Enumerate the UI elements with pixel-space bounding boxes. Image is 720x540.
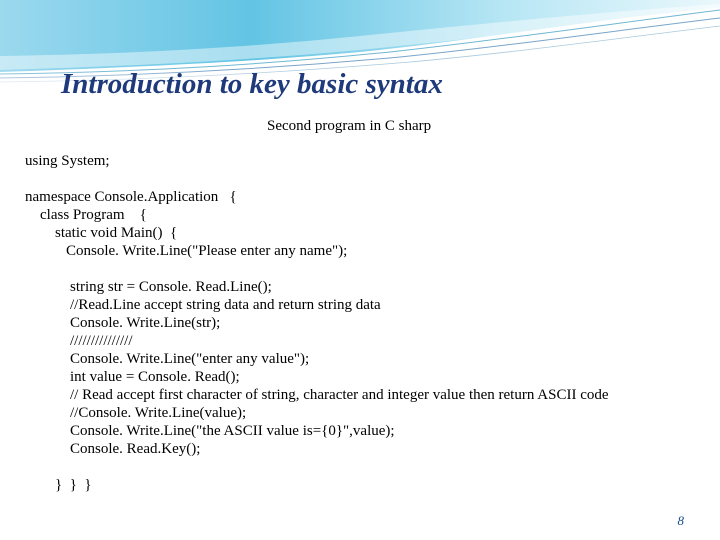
code-main: static void Main() { — [55, 225, 178, 241]
code-closing-braces: } } } — [55, 477, 92, 493]
page-number: 8 — [677, 513, 684, 528]
code-read-string: string str = Console. Read.Line(); — [70, 279, 272, 295]
code-writeline-value-prompt: Console. Write.Line("enter any value"); — [70, 351, 310, 367]
slide-title: Introduction to key basic syntax — [61, 68, 443, 100]
code-separator: /////////////// — [70, 333, 133, 349]
code-writeline-prompt: Console. Write.Line("Please enter any name"); — [66, 243, 348, 259]
code-class: class Program { — [40, 207, 147, 223]
code-writeline-ascii: Console. Write.Line("the ASCII value is={0}",value); — [70, 423, 395, 439]
code-read-value: int value = Console. Read(); — [70, 369, 240, 385]
slide-subtitle: Second program in C sharp — [267, 118, 432, 134]
code-comment-read: // Read accept first character of string, character and integer value then return ASCII code — [70, 387, 609, 403]
code-writeline-str: Console. Write.Line(str); — [70, 315, 221, 331]
code-readkey: Console. Read.Key(); — [70, 441, 201, 457]
code-comment-writeline-value: //Console. Write.Line(value); — [70, 405, 247, 421]
code-comment-readline: //Read.Line accept string data and return string data — [70, 297, 381, 313]
code-using: using System; — [25, 153, 110, 169]
code-namespace: namespace Console.Application { — [25, 189, 237, 205]
